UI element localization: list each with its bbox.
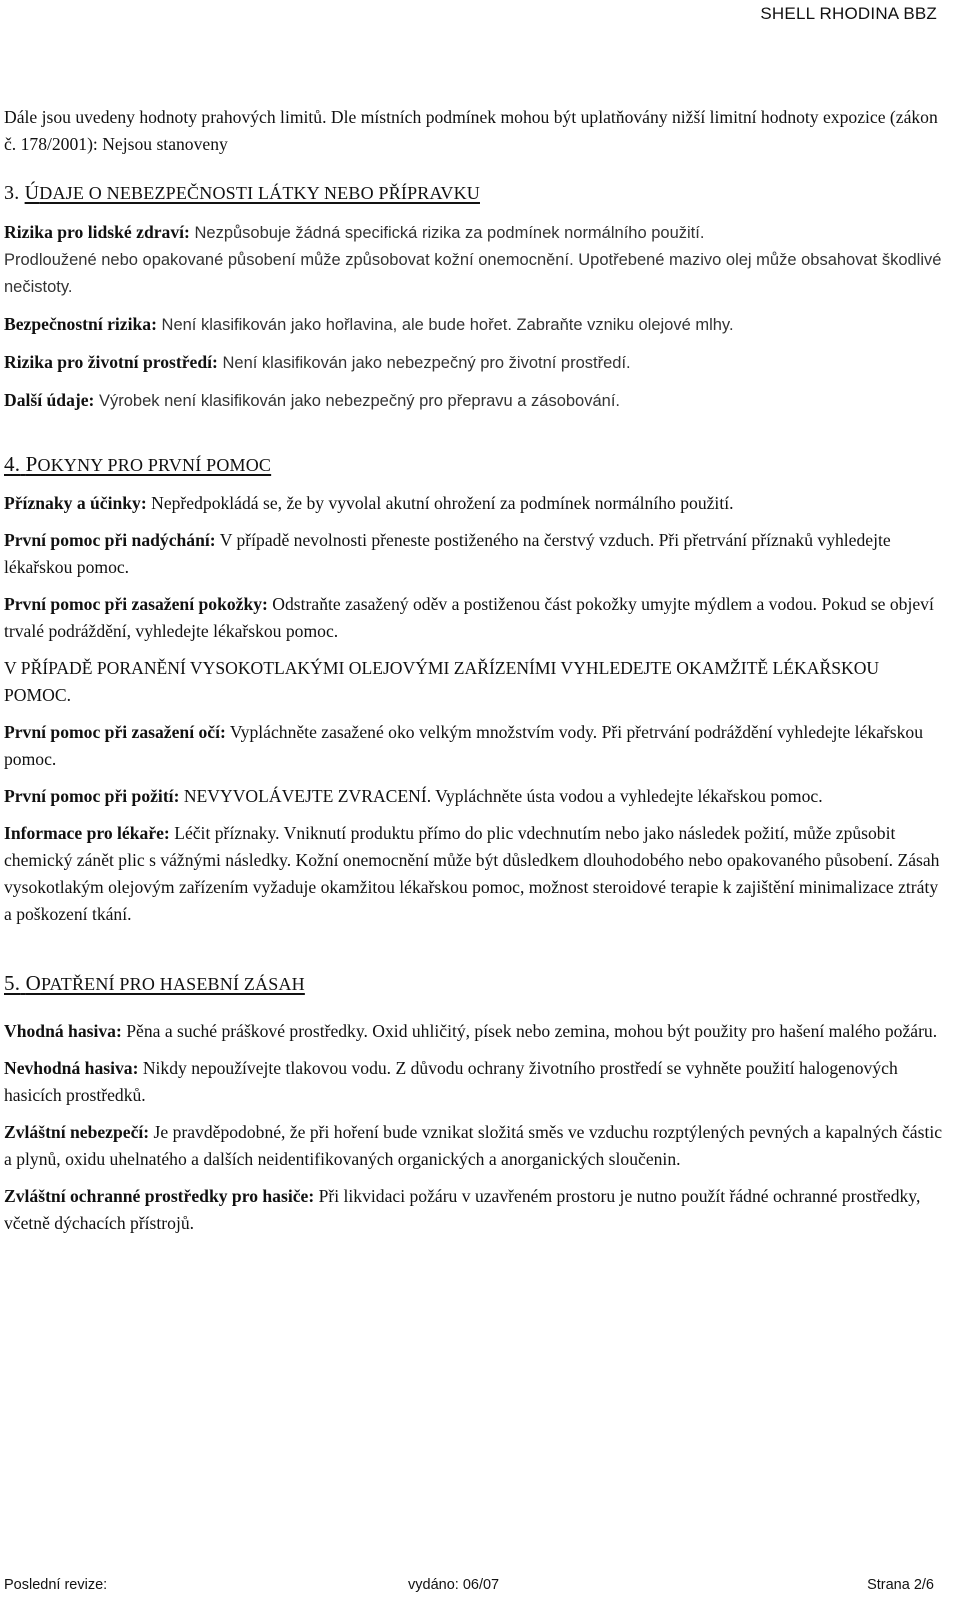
product-name: SHELL RHODINA BBZ	[760, 4, 937, 23]
section-4-title	[4, 451, 944, 479]
safety-risks-text: Není klasifikován jako hořlavina, ale bude hořet. Zabraňte vzniku olejové mlhy.	[156, 316, 734, 334]
section-4-title-rest: OKYNY PRO PRVNÍ POMOC	[37, 455, 272, 475]
doctor-info-text: Léčit příznaky. Vniknutí produktu přímo do plic vdechnutím nebo jako následek požití, může způsobit chemický zánět plic s vážnými následky. Kožní onemocnění může být důsledkem dlouhodobého nebo opakovaného působení. Zásah vysokotlakým olejovým zařízením vyžaduje okamžitou lékařskou pomoc, možnost steroidové terapie k zajištění minimalizace ztráty a poškození tkání.	[4, 823, 940, 924]
last-revision: Poslední revize:	[4, 1577, 108, 1593]
section-3-title-rest: DAJE O NEBEZPEČNOSTI LÁTKY NEBO PŘÍPRAVKU	[39, 183, 480, 203]
health-risks	[4, 219, 944, 301]
suitable-extinguishers-label: Vhodná hasiva:	[4, 1021, 122, 1041]
section-3-title	[4, 180, 944, 207]
unsuitable-extinguishers	[4, 1055, 944, 1109]
issue-date: vydáno: 06/07	[408, 1577, 500, 1593]
environment-risks-text: Není klasifikován jako nebezpečný pro životní prostředí.	[217, 354, 631, 372]
symptoms	[4, 490, 944, 517]
firefighter-protection-text: Při likvidaci požáru v uzavřeném prostoru je nutno použít řádné ochranné prostředky, včetně dýchacích přístrojů.	[4, 1186, 921, 1233]
section-5-first-letter: O	[25, 971, 41, 995]
environment-risks	[4, 349, 944, 377]
skin-first-aid	[4, 591, 944, 645]
document-header	[760, 4, 937, 24]
section-3-heading	[25, 182, 480, 204]
unsuitable-extinguishers-text: Nikdy nepoužívejte tlakovou vodu. Z důvodu ochrany životního prostředí se vyhněte použití halogenových hasicích prostředků.	[4, 1058, 898, 1105]
page-number: Strana 2/6	[867, 1577, 934, 1593]
inhalation-label: První pomoc při nadýchání:	[4, 530, 216, 550]
other-info-label: Další údaje:	[4, 390, 95, 410]
health-risks-text-2: Prodloužené nebo opakované působení může způsobovat kožní onemocnění. Upotřebené mazivo olej může obsahovat škodlivé nečistoty.	[4, 251, 942, 296]
section-5-heading	[4, 971, 305, 995]
section-5-title-rest: PATŘENÍ PRO HASEBNÍ ZÁSAH	[40, 974, 305, 994]
section-4-heading	[4, 452, 271, 476]
inhalation-first-aid	[4, 527, 944, 581]
suitable-extinguishers-text: Pěna a suché práškové prostředky. Oxid uhličitý, písek nebo zemina, mohou být použity pro hašení malého požáru.	[121, 1021, 938, 1041]
special-hazards-text: Je pravděpodobné, že při hoření bude vznikat složitá směs ve vzduchu rozptýlených pevných a kapalných částic a plynů, oxidu uhelnatého a dalších neidentifikovaných organických a anorganických sloučenin.	[4, 1122, 943, 1169]
skin-text: Odstraňte zasažený oděv a postiženou část pokožky umyjte mýdlem a vodou. Pokud se objeví trvalé podráždění, vyhledejte lékařskou pomoc.	[4, 594, 934, 641]
section-3-first-letter: Ú	[24, 182, 40, 204]
section-4-first-letter: P	[25, 452, 38, 476]
health-risks-text: Nezpůsobuje žádná specifická rizika za podmínek normálního použití.	[189, 224, 705, 242]
environment-risks-label: Rizika pro životní prostředí:	[4, 352, 218, 372]
unsuitable-extinguishers-label: Nevhodná hasiva:	[4, 1058, 139, 1078]
section-5-title	[4, 970, 944, 998]
suitable-extinguishers	[4, 1018, 944, 1045]
eye-label: První pomoc při zasažení očí:	[4, 722, 226, 742]
firefighter-protection-label: Zvláštní ochranné prostředky pro hasiče:	[4, 1186, 315, 1206]
health-risks-label: Rizika pro lidské zdraví:	[4, 222, 190, 242]
section-5-number: 5.	[4, 971, 21, 995]
eye-first-aid	[4, 719, 944, 773]
safety-risks	[4, 311, 944, 339]
document-body	[4, 104, 944, 1247]
section-4-number: 4.	[4, 452, 21, 476]
ingestion-label: První pomoc při požití:	[4, 786, 180, 806]
other-info	[4, 387, 944, 415]
intro-paragraph: Dále jsou uvedeny hodnoty prahových limitů. Dle místních podmínek mohou být uplatňovány nižší limitní hodnoty expozice (zákon č. 178/2001): Nejsou stanoveny	[4, 107, 938, 154]
section-3-number: 3.	[4, 182, 20, 204]
symptoms-label: Příznaky a účinky:	[4, 493, 147, 513]
other-info-text: Výrobek není klasifikován jako nebezpečný pro přepravu a zásobování.	[94, 392, 620, 410]
special-hazards-label: Zvláštní nebezpečí:	[4, 1122, 150, 1142]
symptoms-text: Nepředpokládá se, že by vyvolal akutní ohrožení za podmínek normálního použití.	[146, 493, 734, 513]
ingestion-text: NEVYVOLÁVEJTE ZVRACENÍ. Vypláchněte ústa vodou a vyhledejte lékařskou pomoc.	[179, 786, 823, 806]
doctor-info	[4, 820, 944, 928]
safety-risks-label: Bezpečnostní rizika:	[4, 314, 157, 334]
inhalation-text: V případě nevolnosti přeneste postiženého na čerstvý vzduch. Při přetrvání příznaků vyhledejte lékařskou pomoc.	[4, 530, 891, 577]
eye-text: Vypláchněte zasažené oko velkým množstvím vody. Při přetrvání podráždění vyhledejte lékařskou pomoc.	[4, 722, 924, 769]
doctor-info-label: Informace pro lékaře:	[4, 823, 170, 843]
firefighter-protection	[4, 1183, 944, 1237]
skin-label: První pomoc při zasažení pokožky:	[4, 594, 268, 614]
special-hazards	[4, 1119, 944, 1173]
high-pressure-warning: V PŘÍPADĚ PORANĚNÍ VYSOKOTLAKÝMI OLEJOVÝMI ZAŘÍZENÍMI VYHLEDEJTE OKAMŽITĚ LÉKAŘSKOU POMOC.	[4, 658, 880, 705]
ingestion-first-aid	[4, 783, 944, 810]
